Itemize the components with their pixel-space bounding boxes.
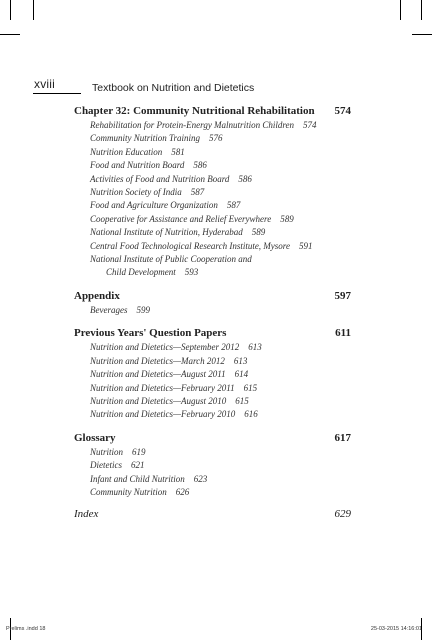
section-title: Glossary <box>74 431 116 444</box>
index-entry <box>74 508 351 520</box>
entry-text: Nutrition <box>90 446 124 457</box>
toc-section <box>74 289 351 317</box>
entry-text: Nutrition Society of India <box>90 187 182 198</box>
toc-entry <box>90 186 351 199</box>
toc-entry <box>90 173 351 186</box>
entry-page: 587 <box>226 200 241 211</box>
entry-page: 626 <box>175 486 190 497</box>
index-page: 629 <box>334 508 351 521</box>
entry-text: Cooperative for Assistance and Relief Everywhere <box>90 213 272 224</box>
footer-timestamp: 25-03-2015 14:16:01 <box>370 626 422 632</box>
toc-entry <box>90 486 351 499</box>
entry-page: 615 <box>243 382 258 393</box>
entry-list <box>74 341 351 421</box>
toc-entry <box>90 240 351 253</box>
crop-mark <box>33 0 34 20</box>
entry-text: Nutrition and Dietetics—February 2011 <box>90 382 235 393</box>
entry-text: Rehabilitation for Protein-Energy Malnutrition Children <box>90 120 294 130</box>
toc-entry <box>90 199 351 212</box>
crop-mark <box>421 0 422 20</box>
entry-page: 599 <box>136 304 150 315</box>
section-title: Appendix <box>74 289 120 302</box>
entry-text: Activities of Food and Nutrition Board <box>90 173 230 184</box>
index-title: Index <box>74 508 99 521</box>
toc-section <box>74 431 351 500</box>
entry-text: Nutrition and Dietetics—August 2011 <box>90 369 226 380</box>
entry-list <box>74 119 351 280</box>
footer-file-name: Prelims .indd 18 <box>6 626 46 632</box>
toc-entry <box>90 473 351 486</box>
toc-entry <box>90 382 351 395</box>
toc-entry <box>90 119 351 132</box>
entry-page: 586 <box>238 173 252 184</box>
crop-mark <box>0 34 20 35</box>
entry-page: 593 <box>184 267 199 278</box>
toc-entry <box>90 368 351 381</box>
section-heading <box>74 289 351 304</box>
entry-page: 623 <box>193 473 208 484</box>
section-heading <box>74 431 351 446</box>
entry-page: 615 <box>235 395 249 406</box>
entry-text: Beverages <box>90 304 128 315</box>
entry-page: 591 <box>298 240 313 251</box>
entry-page: 589 <box>280 213 294 224</box>
entry-page: 589 <box>251 227 266 238</box>
toc-entry <box>90 159 351 172</box>
entry-page: 586 <box>193 160 207 171</box>
running-header-title: Textbook on Nutrition and Dietetics <box>92 82 255 94</box>
crop-mark <box>412 34 432 35</box>
toc-entry <box>90 132 351 145</box>
toc-entry <box>90 395 351 408</box>
section-page: 574 <box>334 105 351 117</box>
entry-list <box>74 304 351 317</box>
section-page: 597 <box>334 289 351 302</box>
entry-text: Nutrition Education <box>90 146 163 157</box>
section-title: Chapter 32: Community Nutritional Rehabilitation <box>74 105 315 117</box>
table-of-contents <box>74 104 351 520</box>
entry-text: Nutrition and Dietetics—September 2012 <box>90 342 240 353</box>
entry-page: 621 <box>131 460 145 471</box>
entry-page: 616 <box>244 409 258 420</box>
toc-section <box>74 326 351 421</box>
entry-text: Food and Agriculture Organization <box>90 200 218 211</box>
toc-entry <box>90 341 351 354</box>
toc-entry <box>90 213 351 226</box>
crop-mark <box>10 0 11 20</box>
page-number: xviii <box>34 77 55 91</box>
toc-entry <box>90 304 351 317</box>
toc-entry <box>90 355 351 368</box>
entry-text: Community Nutrition <box>90 486 167 497</box>
entry-text: Nutrition and Dietetics—March 2012 <box>90 355 225 366</box>
entry-text: Child Development <box>106 267 176 278</box>
section-title: Previous Years' Question Papers <box>74 327 227 340</box>
entry-page: 613 <box>248 342 262 353</box>
entry-page: 581 <box>171 146 185 157</box>
toc-section <box>74 104 351 280</box>
entry-text: Infant and Child Nutrition <box>90 473 185 484</box>
header-rule <box>33 93 81 94</box>
toc-entry <box>90 253 351 266</box>
entry-page: 614 <box>234 369 249 380</box>
entry-page: 613 <box>233 355 248 366</box>
toc-entry <box>90 459 351 472</box>
section-page: 617 <box>334 431 351 444</box>
crop-mark <box>400 0 401 20</box>
entry-page: 619 <box>132 446 146 457</box>
entry-text: Community Nutrition Training <box>90 133 201 144</box>
section-heading <box>74 326 351 341</box>
entry-page: 576 <box>209 133 223 144</box>
entry-page: 587 <box>190 187 205 198</box>
toc-entry <box>90 408 351 421</box>
entry-text: Central Food Technological Research Institute, Mysore <box>90 240 290 251</box>
entry-text: Nutrition and Dietetics—February 2010 <box>90 409 236 420</box>
entry-text: National Institute of Nutrition, Hyderabad <box>90 227 243 238</box>
entry-text: Nutrition and Dietetics—August 2010 <box>90 395 227 406</box>
entry-text: National Institute of Public Cooperation and <box>90 254 252 265</box>
entry-list <box>74 446 351 500</box>
entry-text: Dietetics <box>90 460 122 471</box>
toc-entry <box>90 226 351 239</box>
entry-text: Food and Nutrition Board <box>90 160 185 171</box>
toc-entry <box>90 146 351 159</box>
toc-entry <box>90 266 351 279</box>
entry-page: 574 <box>302 120 317 130</box>
toc-entry <box>90 446 351 459</box>
section-heading <box>74 104 351 119</box>
section-page: 611 <box>335 327 351 340</box>
